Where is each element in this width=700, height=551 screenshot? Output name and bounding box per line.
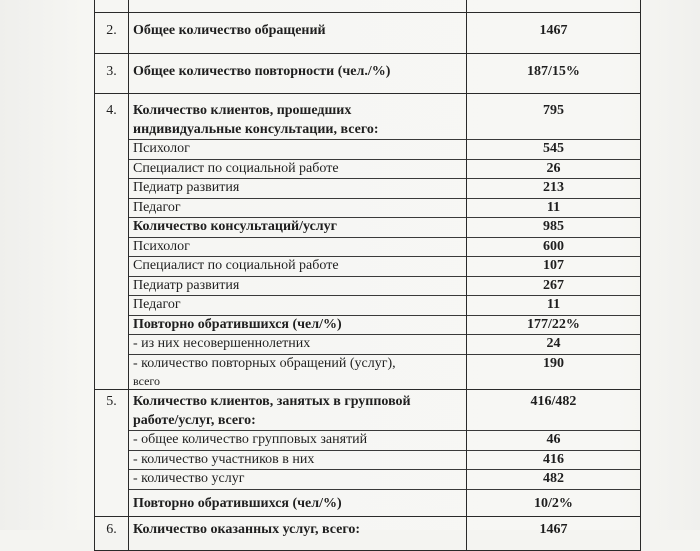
row-value: 177/22% xyxy=(467,315,641,335)
row-label: Количество консультаций/услуг xyxy=(129,218,467,238)
row-value: 24 xyxy=(467,335,641,355)
row-value: 187/15% xyxy=(467,53,641,94)
row-value: 1467 xyxy=(467,517,641,551)
row-value: 267 xyxy=(467,276,641,296)
row-label-line: Количество клиентов, прошедших xyxy=(133,103,352,118)
row-value: 11 xyxy=(467,296,641,316)
row-label-line: работе/услуг, всего: xyxy=(133,412,256,428)
table-row-cut xyxy=(95,0,641,13)
row-label xyxy=(129,354,467,390)
table-row-section-2 xyxy=(95,13,641,54)
row-label-line: всего xyxy=(133,374,161,388)
report-table xyxy=(94,0,641,551)
row-label xyxy=(129,94,467,140)
table-row xyxy=(95,335,641,355)
row-label: Педагог xyxy=(129,296,467,316)
row-label xyxy=(129,390,467,431)
table-row xyxy=(95,450,641,470)
table-row xyxy=(95,198,641,218)
row-label: - из них несовершеннолетних xyxy=(129,335,467,355)
row-number: 4. xyxy=(95,94,129,140)
row-value: 1467 xyxy=(467,13,641,54)
row-label: Психолог xyxy=(129,237,467,257)
row-label-line: Количество клиентов, занятых в групповой xyxy=(133,394,411,409)
row-label: Педиатр развития xyxy=(129,276,467,296)
row-value: 190 xyxy=(467,354,641,390)
row-label: Психолог xyxy=(129,140,467,160)
row-number: 2. xyxy=(95,13,129,54)
row-label: Повторно обратившихся (чел/%) xyxy=(129,489,467,517)
row-number: 5. xyxy=(95,390,129,431)
row-label: Повторно обратившихся (чел/%) xyxy=(129,315,467,335)
table-row xyxy=(95,489,641,517)
row-value: 482 xyxy=(467,470,641,490)
table-row xyxy=(95,354,641,390)
row-value: 107 xyxy=(467,257,641,277)
row-label: - количество услуг xyxy=(129,470,467,490)
table-row xyxy=(95,315,641,335)
table-row-section-6 xyxy=(95,517,641,551)
row-value: 545 xyxy=(467,140,641,160)
row-value: 416/482 xyxy=(467,390,641,431)
row-label: Количество оказанных услуг, всего: xyxy=(129,517,467,551)
row-label-line: индивидуальные консультации, всего: xyxy=(133,121,379,137)
row-label: Педагог xyxy=(129,198,467,218)
row-label: - общее количество групповых занятий xyxy=(129,431,467,451)
table-row xyxy=(95,218,641,238)
table-row xyxy=(95,276,641,296)
row-value: 46 xyxy=(467,431,641,451)
table-row xyxy=(95,159,641,179)
row-label: Общее количество повторности (чел./%) xyxy=(129,53,467,94)
row-number: 6. xyxy=(95,517,129,551)
row-value: 416 xyxy=(467,450,641,470)
table-row xyxy=(95,257,641,277)
table-row xyxy=(95,431,641,451)
row-value: 213 xyxy=(467,179,641,199)
row-label: Общее количество обращений xyxy=(129,13,467,54)
row-label: Педиатр развития xyxy=(129,179,467,199)
row-label: Специалист по социальной работе xyxy=(129,257,467,277)
row-label: - количество участников в них xyxy=(129,450,467,470)
row-value: 26 xyxy=(467,159,641,179)
row-label: Специалист по социальной работе xyxy=(129,159,467,179)
table-row-section-3 xyxy=(95,53,641,94)
row-label-line: - количество повторных обращений (услуг), xyxy=(133,355,396,371)
table-row-section-5 xyxy=(95,390,641,431)
row-value: 10/2% xyxy=(467,489,641,517)
table-row xyxy=(95,179,641,199)
table-row xyxy=(95,237,641,257)
table-row-section-4 xyxy=(95,94,641,140)
row-value: 11 xyxy=(467,198,641,218)
row-value: 985 xyxy=(467,218,641,238)
table-row xyxy=(95,296,641,316)
table-row xyxy=(95,140,641,160)
row-value: 600 xyxy=(467,237,641,257)
row-number: 3. xyxy=(95,53,129,94)
row-value: 795 xyxy=(467,94,641,140)
table-row xyxy=(95,470,641,490)
